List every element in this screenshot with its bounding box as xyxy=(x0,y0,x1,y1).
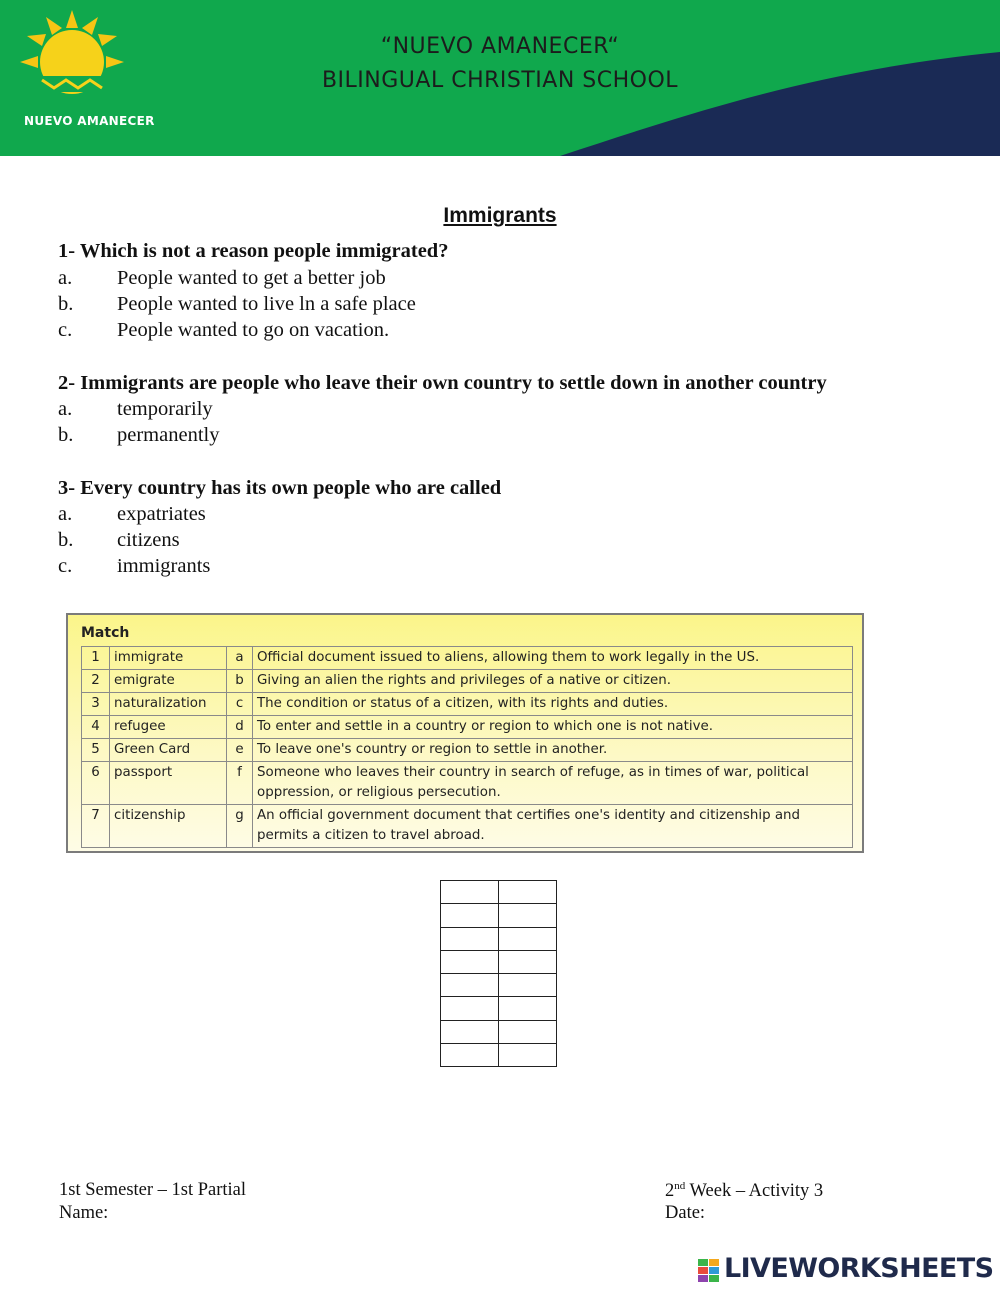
option-letter: a. xyxy=(58,503,73,525)
liveworksheets-icon xyxy=(698,1259,720,1283)
option-letter: c. xyxy=(58,319,73,341)
answer-letter-box[interactable] xyxy=(499,974,557,997)
header-banner xyxy=(0,0,1000,160)
row-definition: Someone who leaves their country in search of refuge, as in times of war, political oppression, or religious persecution. xyxy=(253,762,853,805)
answer-number-box[interactable] xyxy=(441,950,499,973)
answer-row xyxy=(441,974,557,997)
row-number: 7 xyxy=(82,805,110,848)
footer-date-label: Date: xyxy=(665,1203,706,1223)
answer-number-box[interactable] xyxy=(441,1044,499,1067)
table-row xyxy=(82,670,853,693)
week-suffix: nd xyxy=(674,1180,686,1192)
answer-number-box[interactable] xyxy=(441,997,499,1020)
answer-row xyxy=(441,927,557,950)
option-letter: a. xyxy=(58,398,73,420)
match-table xyxy=(81,646,853,848)
q1-option-b[interactable] xyxy=(58,293,416,316)
question-3: 3- Every country has its own people who are called xyxy=(58,477,502,499)
row-definition: Official document issued to aliens, allowing them to work legally in the US. xyxy=(253,647,853,670)
row-term: refugee xyxy=(110,716,227,739)
row-term: emigrate xyxy=(110,670,227,693)
week-activity: Week – Activity 3 xyxy=(685,1181,824,1202)
row-letter: d xyxy=(227,716,253,739)
answer-letter-box[interactable] xyxy=(499,950,557,973)
row-term: naturalization xyxy=(110,693,227,716)
option-text: People wanted to go on vacation. xyxy=(117,319,390,341)
row-term: Green Card xyxy=(110,739,227,762)
row-definition: To enter and settle in a country or region to which one is not native. xyxy=(253,716,853,739)
option-text: citizens xyxy=(117,529,180,551)
answer-letter-box[interactable] xyxy=(499,881,557,904)
match-panel xyxy=(66,613,864,853)
table-row xyxy=(82,805,853,848)
row-letter: b xyxy=(227,670,253,693)
option-letter: c. xyxy=(58,555,73,577)
answer-letter-box[interactable] xyxy=(499,997,557,1020)
option-text: expatriates xyxy=(117,503,206,525)
option-text: People wanted to live ln a safe place xyxy=(117,293,416,315)
option-text: permanently xyxy=(117,424,220,446)
table-row xyxy=(82,647,853,670)
row-term: passport xyxy=(110,762,227,805)
option-text: temporarily xyxy=(117,398,213,420)
row-letter: e xyxy=(227,739,253,762)
row-term: immigrate xyxy=(110,647,227,670)
answer-row xyxy=(441,950,557,973)
answer-number-box[interactable] xyxy=(441,1020,499,1043)
q3-option-b[interactable] xyxy=(58,529,180,552)
q2-option-a[interactable] xyxy=(58,398,213,421)
school-title xyxy=(240,30,760,98)
row-number: 4 xyxy=(82,716,110,739)
answer-grid xyxy=(440,880,557,1067)
question-1: 1- Which is not a reason people immigrated? xyxy=(58,240,449,262)
brand-wordmark: LIVEWORKSHEETS xyxy=(724,1253,994,1284)
option-text: People wanted to get a better job xyxy=(117,267,386,289)
week-number: 2 xyxy=(665,1181,675,1202)
row-number: 3 xyxy=(82,693,110,716)
option-letter: b. xyxy=(58,293,74,315)
table-row xyxy=(82,716,853,739)
option-text: immigrants xyxy=(117,555,211,577)
row-number: 1 xyxy=(82,647,110,670)
answer-number-box[interactable] xyxy=(441,904,499,927)
footer-semester: 1st Semester – 1st Partial xyxy=(59,1180,247,1200)
table-row xyxy=(82,762,853,805)
question-2: 2- Immigrants are people who leave their own country to settle down in another country xyxy=(58,372,827,394)
school-title-line2: BILINGUAL CHRISTIAN SCHOOL xyxy=(321,68,679,93)
table-row xyxy=(82,739,853,762)
answer-row xyxy=(441,997,557,1020)
answer-letter-box[interactable] xyxy=(499,904,557,927)
option-letter: b. xyxy=(58,424,74,446)
school-title-line1: “NUEVO AMANECER“ xyxy=(380,34,620,59)
q1-option-c[interactable] xyxy=(58,319,389,342)
answer-row xyxy=(441,904,557,927)
row-definition: To leave one's country or region to settle in another. xyxy=(253,739,853,762)
row-definition: An official government document that certifies one's identity and citizenship and permits a citizen to travel abroad. xyxy=(253,805,853,848)
answer-row xyxy=(441,1044,557,1067)
q1-option-a[interactable] xyxy=(58,267,386,290)
row-number: 5 xyxy=(82,739,110,762)
match-heading: Match xyxy=(81,625,130,641)
answer-row xyxy=(441,1020,557,1043)
answer-number-box[interactable] xyxy=(441,927,499,950)
table-row xyxy=(82,693,853,716)
answer-letter-box[interactable] xyxy=(499,1020,557,1043)
row-definition: The condition or status of a citizen, with its rights and duties. xyxy=(253,693,853,716)
logo-bottom-text: NUEVO AMANECER xyxy=(24,114,155,128)
row-number: 6 xyxy=(82,762,110,805)
row-number: 2 xyxy=(82,670,110,693)
row-letter: c xyxy=(227,693,253,716)
row-term: citizenship xyxy=(110,805,227,848)
footer-name-label: Name: xyxy=(59,1203,109,1223)
answer-number-box[interactable] xyxy=(441,974,499,997)
answer-row xyxy=(441,881,557,904)
row-letter: g xyxy=(227,805,253,848)
option-letter: b. xyxy=(58,529,74,551)
row-letter: f xyxy=(227,762,253,805)
q3-option-a[interactable] xyxy=(58,503,206,526)
row-letter: a xyxy=(227,647,253,670)
footer-week xyxy=(665,1180,823,1202)
answer-letter-box[interactable] xyxy=(499,1044,557,1067)
answer-letter-box[interactable] xyxy=(499,927,557,950)
option-letter: a. xyxy=(58,267,73,289)
q3-option-c[interactable] xyxy=(58,555,210,578)
school-logo-icon xyxy=(0,0,150,110)
page-title: Immigrants xyxy=(443,204,557,227)
answer-number-box[interactable] xyxy=(441,881,499,904)
row-definition: Giving an alien the rights and privileges of a native or citizen. xyxy=(253,670,853,693)
q2-option-b[interactable] xyxy=(58,424,219,447)
